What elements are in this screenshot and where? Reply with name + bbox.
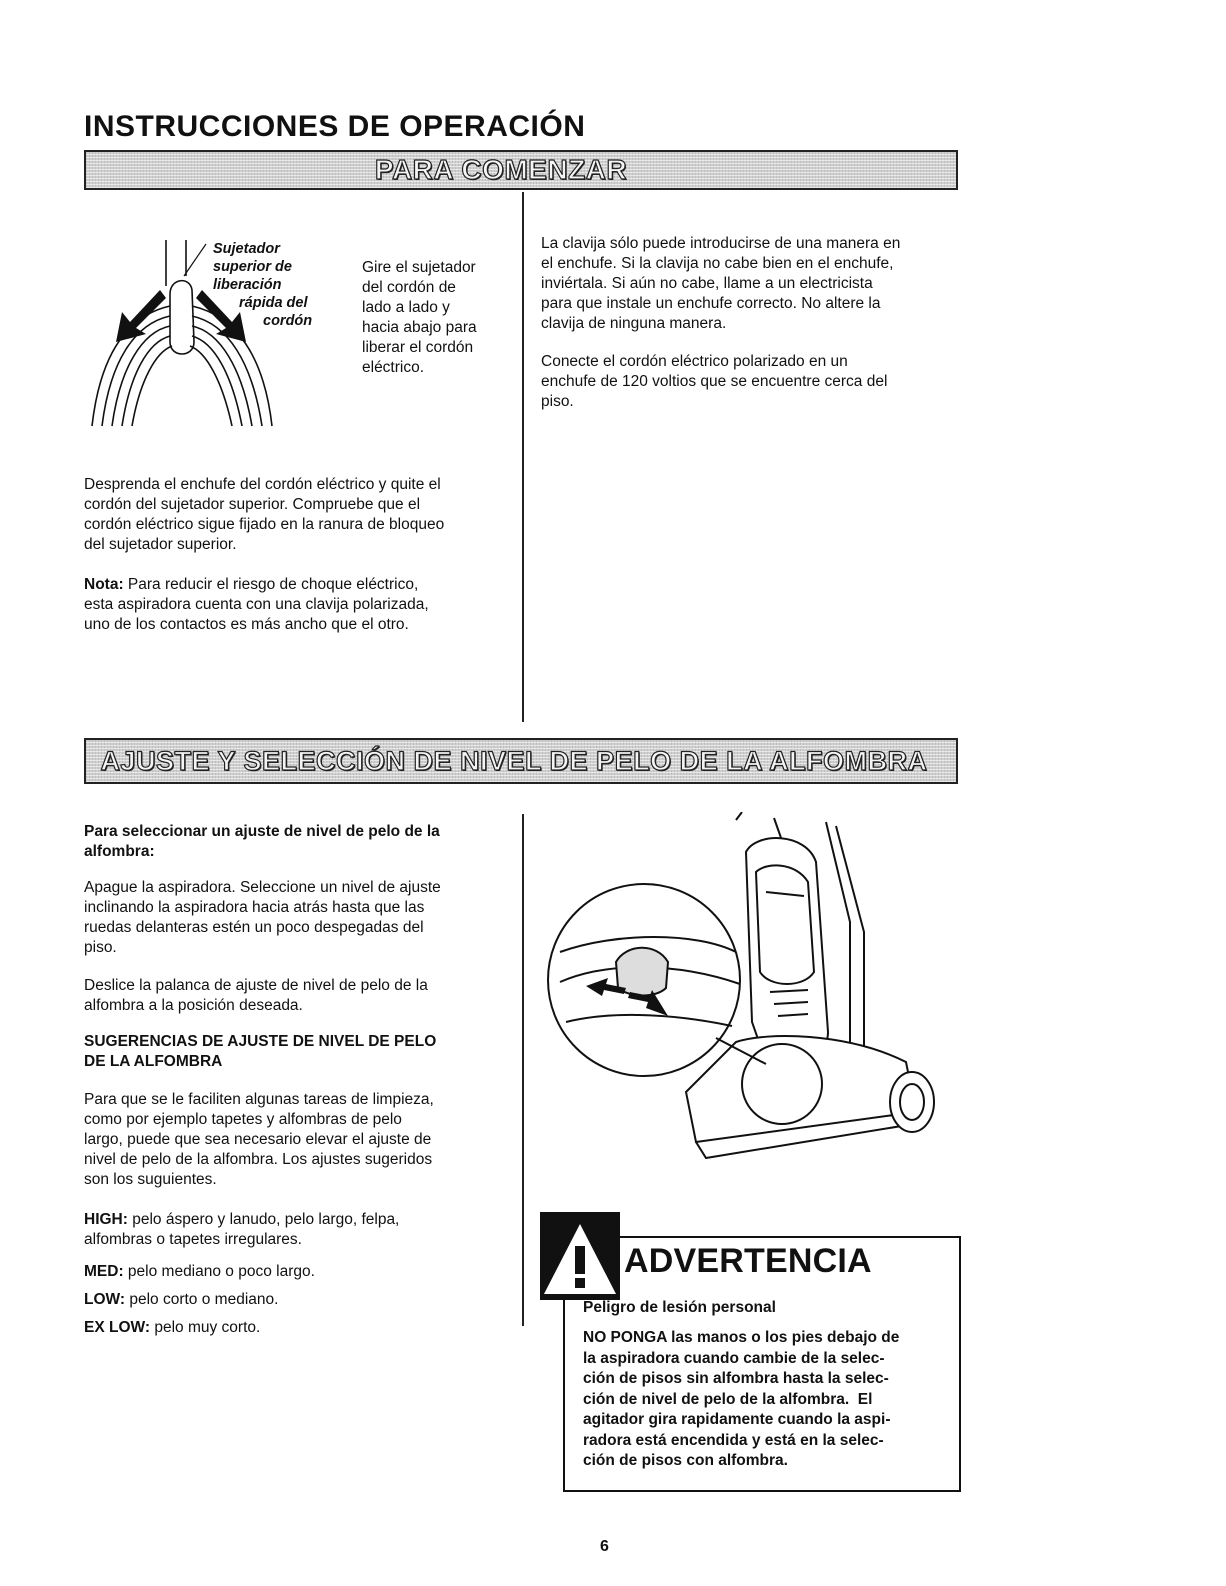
text-line: Conecte el cordón eléctrico polarizado en un — [541, 353, 848, 370]
text-line: radora está encendida y está en la selec- — [583, 1431, 884, 1449]
section-banner-para-comenzar — [84, 150, 958, 190]
text-line: pelo muy corto. — [154, 1319, 261, 1336]
text-line: inviértala. Si aún no cabe, llame a un electricista — [541, 275, 873, 292]
setting-label: HIGH: — [84, 1211, 128, 1228]
right-paragraph-1 — [541, 234, 961, 334]
text-line: ruedas delanteras estén un poco despegadas del — [84, 919, 424, 936]
diagram-caption — [362, 258, 512, 378]
text-line: largo, puede que sea necesario elevar el ajuste de — [84, 1131, 432, 1148]
banner-text: AJUSTE Y SELECCIÓN DE NIVEL DE PELO DE LA ALFOMBRA — [100, 745, 928, 776]
text-line: La clavija sólo puede introducirse de una manera en — [541, 235, 901, 252]
diagram-label-line: rápida del — [239, 295, 308, 311]
column-divider — [522, 814, 524, 1326]
caption-line: lado a lado y — [362, 299, 450, 316]
text-line: el enchufe. Si la clavija no cabe bien en el enchufe, — [541, 255, 894, 272]
caption-line: Gire el sujetador — [362, 259, 476, 276]
text-line: como por ejemplo tapetes y alfombras de pelo — [84, 1111, 402, 1128]
setting-low — [84, 1290, 514, 1310]
text-line: cordón eléctrico sigue fijado en la ranura de bloqueo — [84, 516, 445, 533]
text-line: pelo corto o mediano. — [129, 1291, 279, 1308]
text-line: Para seleccionar un ajuste de nivel de pelo de la — [84, 823, 440, 840]
text-line: ción de pisos sin alfombra hasta la selec- — [583, 1370, 889, 1387]
caption-line: del cordón de — [362, 279, 456, 296]
section-banner-ajuste-alfombra — [84, 738, 958, 784]
warning-triangle-icon — [540, 1212, 620, 1300]
text-line: ción de nivel de pelo de la alfombra. El — [583, 1390, 873, 1408]
text-line: la aspiradora cuando cambie de la selec- — [583, 1349, 885, 1367]
warning-subtitle: Peligro de lesión personal — [583, 1299, 776, 1316]
text-line: piso. — [541, 393, 574, 410]
note-label: Nota: — [84, 576, 124, 593]
diagram-label-line: liberación — [213, 277, 282, 293]
text-line: enchufe de 120 voltios que se encuentre cerca del — [541, 373, 888, 390]
text-line: Desprenda el enchufe del cordón eléctrico y quite el — [84, 476, 441, 493]
text-line: ción de pisos con alfombra. — [583, 1452, 788, 1469]
text-line: esta aspiradora cuenta con una clavija polarizada, — [84, 596, 429, 613]
text-line: uno de los contactos es más ancho que el otro. — [84, 616, 409, 633]
vacuum-illustration — [546, 812, 946, 1188]
setting-high — [84, 1210, 514, 1250]
subheading-sugerencias — [84, 1032, 514, 1072]
text-line: nivel de pelo de la alfombra. Los ajustes sugeridos — [84, 1151, 433, 1168]
banner-text: PARA COMENZAR — [374, 154, 628, 185]
text-line: pelo mediano o poco largo. — [127, 1263, 315, 1280]
setting-label: LOW: — [84, 1291, 126, 1308]
text-line: Para reducir el riesgo de choque eléctrico, — [127, 576, 419, 593]
text-line: NO PONGA las manos o los pies debajo de — [583, 1329, 900, 1346]
text-line: SUGERENCIAS DE AJUSTE DE NIVEL DE PELO — [84, 1033, 437, 1050]
text-line: agitador gira rapidamente cuando la aspi- — [583, 1411, 891, 1428]
page-title: INSTRUCCIONES DE OPERACIÓN — [84, 110, 586, 143]
text-line: inclinando la aspiradora hacia atrás hasta que las — [84, 899, 425, 916]
warning-header-block — [540, 1212, 620, 1300]
left-paragraph-1 — [84, 475, 514, 555]
text-line: del sujetador superior. — [84, 536, 237, 553]
diagram-label-line: Sujetador — [213, 241, 280, 257]
intro-heading — [84, 822, 514, 862]
caption-line: hacia abajo para — [362, 319, 477, 336]
setting-med — [84, 1262, 514, 1282]
setting-label: MED: — [84, 1263, 124, 1280]
text-line: piso. — [84, 939, 117, 956]
diagram-label — [213, 240, 312, 330]
text-line: para que instale un enchufe correcto. No altere la — [541, 295, 881, 312]
diagram-label-line: superior de — [213, 259, 292, 275]
right-paragraph-2 — [541, 352, 961, 412]
caption-line: eléctrico. — [362, 359, 425, 376]
warning-body — [583, 1328, 955, 1472]
text-line: Para que se le faciliten algunas tareas de limpieza, — [84, 1091, 434, 1108]
paragraph-apague — [84, 878, 514, 958]
paragraph-deslice — [84, 976, 514, 1016]
text-line: clavija de ninguna manera. — [541, 315, 727, 332]
text-line: DE LA ALFOMBRA — [84, 1053, 223, 1070]
diagram-label-line: cordón — [263, 313, 313, 329]
text-line: cordón del sujetador superior. Compruebe que el — [84, 496, 421, 513]
text-line: Apague la aspiradora. Seleccione un nivel de ajuste — [84, 879, 441, 896]
column-divider — [522, 192, 524, 722]
setting-label: EX LOW: — [84, 1319, 151, 1336]
page-number: 6 — [600, 1538, 609, 1555]
setting-ex-low — [84, 1318, 514, 1338]
caption-line: liberar el cordón — [362, 339, 474, 356]
text-line: alfombra a la posición deseada. — [84, 997, 303, 1014]
text-line: alfombras o tapetes irregulares. — [84, 1231, 302, 1248]
text-line: pelo áspero y lanudo, pelo largo, felpa, — [132, 1211, 400, 1228]
text-line: Deslice la palanca de ajuste de nivel de pelo de la — [84, 977, 428, 994]
warning-title: ADVERTENCIA — [624, 1242, 872, 1280]
paragraph-sugerencias — [84, 1090, 514, 1190]
note-paragraph — [84, 575, 514, 635]
text-line: alfombra: — [84, 843, 155, 860]
text-line: son los suguientes. — [84, 1171, 217, 1188]
